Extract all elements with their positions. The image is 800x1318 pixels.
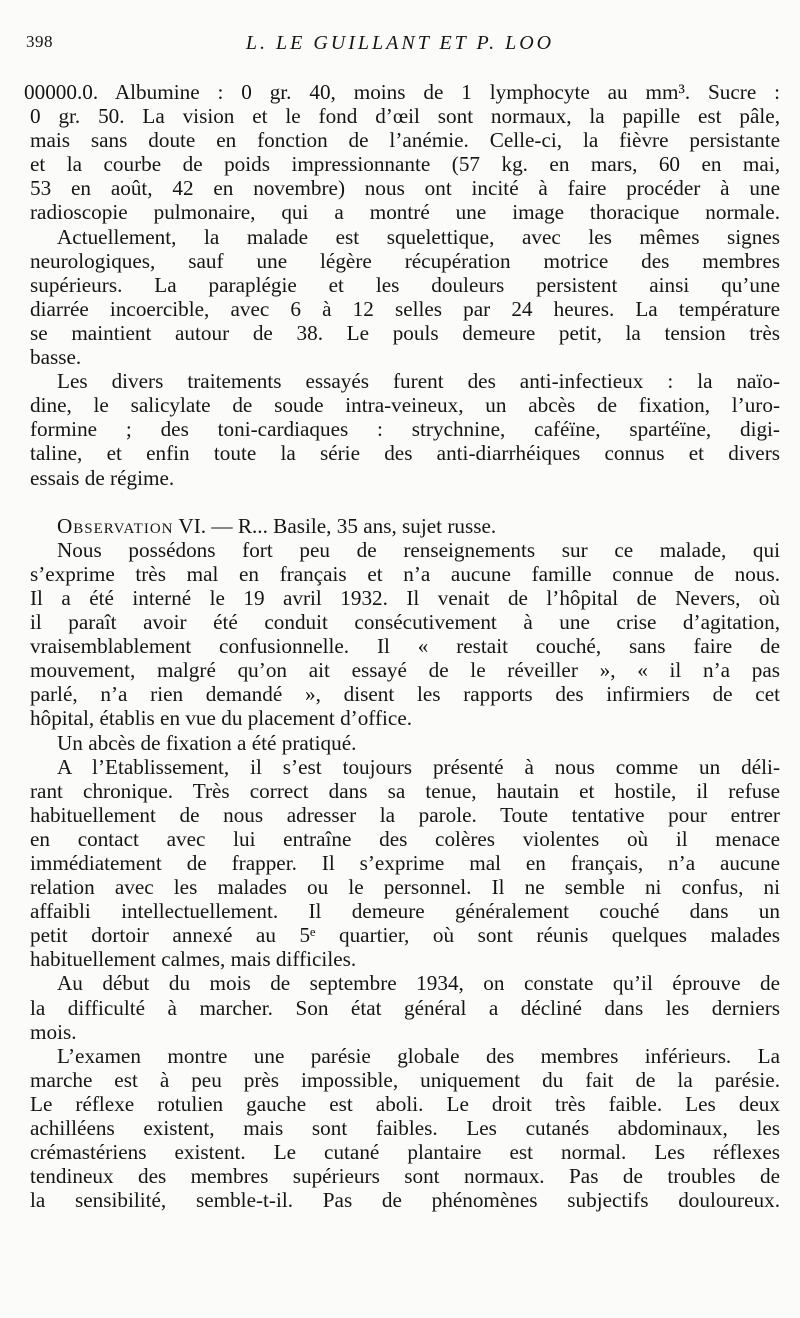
text-line: mais sans doute en fonction de l’anémie. Celle-ci, la fièvre persistante (30, 128, 780, 153)
text-line: dine, le salicylate de soude intra-veineux, un abcès de fixation, l’uro- (30, 393, 780, 418)
text-line: Observation VI. — R... Basile, 35 ans, sujet russe. (57, 513, 497, 538)
text-line: et la courbe de poids impressionnante (57 kg. en mars, 60 en mai, (30, 152, 780, 177)
text-line: habituellement calmes, mais difficiles. (30, 947, 357, 972)
text-line: supérieurs. La paraplégie et les douleurs persistent ainsi qu’une (30, 272, 780, 297)
text-line: Les divers traitements essayés furent des anti-infectieux : la naïo- (57, 369, 780, 394)
text-line: immédiatement de frapper. Il s’exprime mal en français, n’a aucune (30, 851, 780, 875)
text-line: Actuellement, la malade est squelettique, avec les mêmes signes (57, 224, 780, 249)
text-line: mois. (30, 1019, 77, 1044)
text-line: 0 gr. 50. La vision et le fond d’œil sont normaux, la papille est pâle, (30, 104, 780, 129)
text-line: Au début du mois de septembre 1934, on constate qu’il éprouve de (57, 971, 780, 996)
text-line: tendineux des membres supérieurs sont normaux. Pas de troubles de (30, 1164, 780, 1189)
text-line: basse. (30, 345, 82, 370)
text-line: 53 en août, 42 en novembre) nous ont incité à faire procéder à une (30, 176, 780, 201)
text-line: mouvement, malgré qu’on ait essayé de le réveiller », « il n’a pas (30, 658, 780, 683)
text-line: radioscopie pulmonaire, qui a montré une image thoracique normale. (30, 200, 780, 225)
text-line: essais de régime. (30, 465, 175, 490)
text-line: crémastériens existent. Le cutané plantaire est normal. Les réflexes (30, 1140, 780, 1165)
body-text (0, 80, 800, 1212)
text-line: Le réflexe rotulien gauche est aboli. Le droit très faible. Les deux (30, 1091, 780, 1116)
text-line: Un abcès de fixation a été pratiqué. (57, 730, 357, 755)
text-line: A l’Etablissement, il s’est toujours présenté à nous comme un déli- (57, 754, 780, 779)
text-line: marche est à peu près impossible, uniquement du fait de la parésie. (30, 1067, 780, 1092)
page-number: 398 (26, 32, 53, 51)
text-line: il paraît avoir été conduit consécutivement à une crise d’agitation, (30, 610, 780, 635)
text-line: neurologiques, sauf une légère récupération motrice des membres (30, 248, 780, 273)
observation-label: Observation (57, 513, 174, 538)
text-line: la sensibilité, semble-t-il. Pas de phénomènes subjectifs douloureux. (30, 1188, 780, 1213)
text-line: taline, et enfin toute la série des anti-diarrhéiques connus et divers (30, 441, 780, 466)
text-line: relation avec les malades ou le personnel. Il ne semble ni confus, ni (30, 875, 780, 900)
text-line: hôpital, établis en vue du placement d’office. (30, 706, 413, 731)
text-line: petit dortoir annexé au 5ᵉ quartier, où sont réunis quelques malades (30, 923, 780, 948)
text-line: vraisemblablement confusionnelle. Il « restait couché, sans faire de (30, 634, 780, 659)
text-line: en contact avec lui entraîne des colères violentes où il menace (30, 826, 780, 851)
text-line: rant chronique. Très correct dans sa tenue, hautain et hostile, il refuse (30, 778, 780, 803)
text-line: L’examen montre une parésie globale des membres inférieurs. La (57, 1043, 780, 1068)
running-head: L. LE GUILLANT ET P. LOO (245, 32, 555, 54)
text-line: formine ; des toni-cardiaques : strychnine, caféïne, spartéïne, digi- (30, 417, 780, 442)
text-line: parlé, n’a rien demandé », disent les rapports des infirmiers de cet (30, 682, 780, 707)
text-line (0, 490, 800, 514)
text-line: achilléens existent, mais sont faibles. Les cutanés abdominaux, les (30, 1116, 780, 1141)
text-line: habituellement de nous adresser la parole. Toute tentative pour entrer (30, 802, 780, 827)
text-line: Nous possédons fort peu de renseignements sur ce malade, qui (57, 537, 780, 562)
text-line: se maintient autour de 38. Le pouls demeure petit, la tension très (30, 320, 780, 345)
text-line: diarrée incoercible, avec 6 à 12 selles par 24 heures. La température (30, 296, 780, 321)
text-line: la difficulté à marcher. Son état général a décliné dans les derniers (30, 995, 780, 1020)
text-line: affaibli intellectuellement. Il demeure généralement couché dans un (30, 899, 780, 924)
text-line: 00000.0. Albumine : 0 gr. 40, moins de 1 lymphocyte au mm³. Sucre : (24, 80, 780, 104)
text-line: Il a été interné le 19 avril 1932. Il venait de l’hôpital de Nevers, où (30, 585, 780, 610)
text-line: s’exprime très mal en français et n’a aucune famille connue de nous. (30, 561, 780, 586)
page-header (26, 32, 774, 60)
